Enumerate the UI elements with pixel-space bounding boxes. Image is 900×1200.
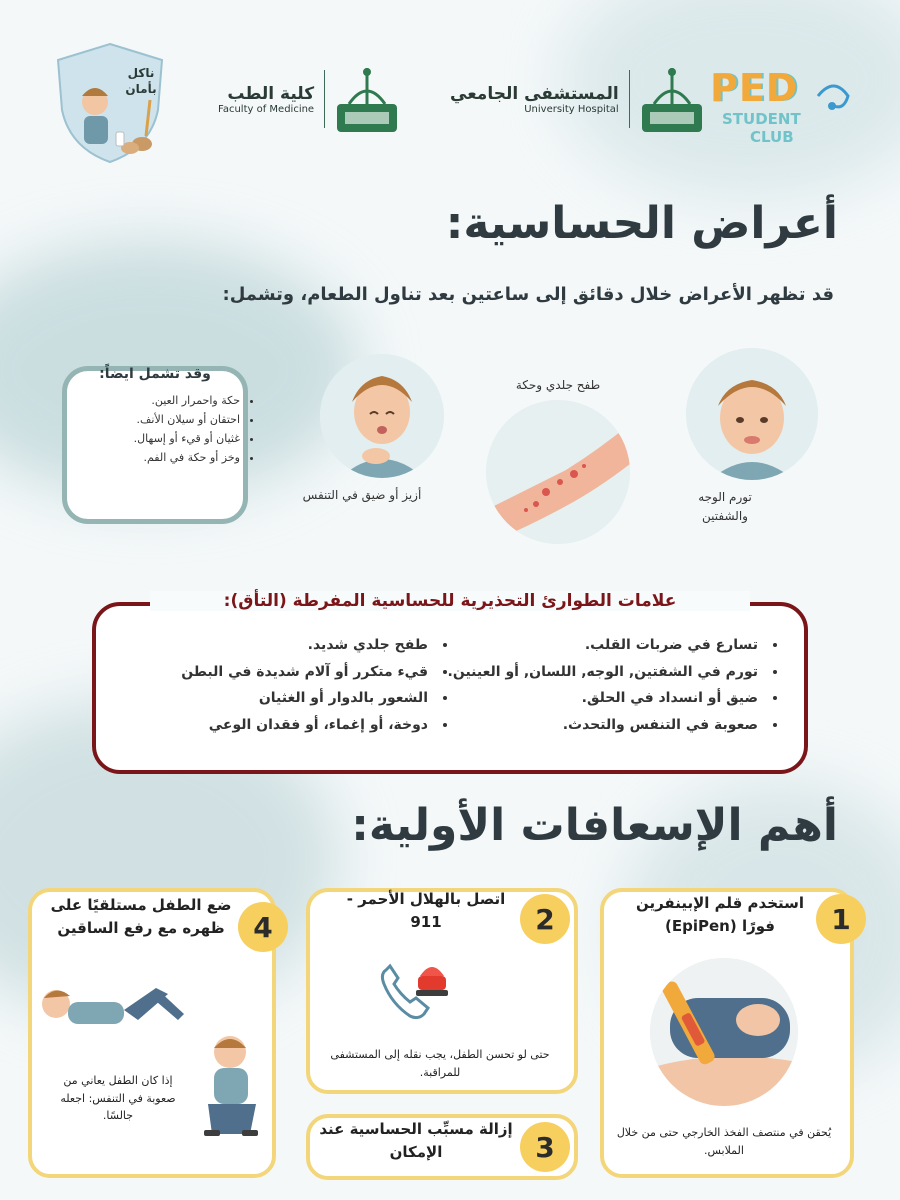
additional-symptoms-list (74, 392, 254, 468)
ped-text: PED (710, 66, 799, 110)
additional-symptoms-title: وقد تشمل ايضاً: (99, 366, 211, 382)
step-title-4: ضع الطفل مستلقيًا على ظهره مع رفع الساقين (50, 896, 232, 937)
emergency-signs-right (432, 632, 782, 738)
divider (629, 70, 630, 128)
step-number-4: 4 (238, 902, 288, 952)
step-number-3: 3 (520, 1122, 570, 1172)
club-text: CLUB (750, 128, 794, 146)
epipen-image (650, 958, 798, 1106)
first-aid-title: أهم الإسعافات الأولية: (351, 800, 838, 851)
list-item: • صعوبة في التنفس والتحدث. (432, 712, 762, 739)
ped-club-logo (706, 66, 856, 156)
faculty-name-ar: كلية الطب (227, 83, 315, 104)
child-sitting-image (198, 1030, 268, 1140)
symptoms-title: أعراض الحساسية: (445, 198, 838, 249)
shield-badge (50, 40, 170, 166)
hospital-name-ar: المستشفى الجامعي (450, 83, 619, 104)
student-text: STUDENT (722, 110, 801, 128)
step-note-2: حتى لو تحسن الطفل، يجب نقله إلى المستشفى للمراقبة. (330, 1048, 550, 1079)
symptoms-intro: قد تظهر الأعراض خلال دقائق إلى ساعتين بعد تناول الطعام، وتشمل: (222, 284, 834, 305)
emergency-signs-title: علامات الطوارئ التحذيرية للحساسية المفرطة (التأق): (150, 591, 750, 611)
wheezing-child-image (320, 354, 444, 478)
rash-label: طفح جلدي وحكة (515, 378, 601, 392)
hospital-logo (450, 64, 704, 134)
phone-siren-icon (376, 956, 456, 1026)
list-item: • دوخة، أو إغماء، أو فقدان الوعي (112, 712, 432, 739)
university-seal-icon (640, 64, 704, 134)
university-seal-icon (335, 64, 399, 134)
list-item: • غثيان أو قيء أو إسهال. (74, 430, 240, 447)
list-item: • احتقان أو سيلان الأنف. (74, 411, 240, 428)
wheezing-label: أزيز أو ضيق في التنفس (302, 488, 422, 502)
list-item: • الشعور بالدوار أو الغثيان (112, 685, 432, 712)
step-title-2: اتصل بالهلال الأحمر - 911 (346, 890, 506, 931)
list-item: • ضيق أو انسداد في الحلق. (432, 685, 762, 712)
hospital-name-en: University Hospital (524, 103, 619, 115)
list-item: • طفح جلدي شديد. (112, 632, 432, 659)
emergency-signs-left (112, 632, 452, 738)
face-swelling-image (686, 348, 818, 480)
step-title-1: استخدم قلم الإبينفرين فورًا (EpiPen) (635, 894, 805, 935)
child-lying-image (38, 980, 188, 1042)
list-item: • حكة واحمرار العين. (74, 392, 240, 409)
faculty-name-en: Faculty of Medicine (218, 103, 315, 115)
list-item: • تسارع في ضربات القلب. (432, 632, 762, 659)
step-note-1: يُحقن في منتصف الفخذ الخارجي حتى من خلال الملابس. (616, 1126, 832, 1157)
step-number-2: 2 (520, 894, 570, 944)
step-number-1: 1 (816, 894, 866, 944)
step-note-4: إذا كان الطفل يعاني من صعوبة في التنفس: اجعله جالسًا. (60, 1074, 176, 1123)
list-item: • وخز أو حكة في الفم. (74, 449, 240, 466)
step-title-3: إزالة مسبِّب الحساسية عند الإمكان (319, 1120, 513, 1161)
stethoscope-icon (814, 76, 854, 116)
divider (324, 70, 325, 128)
list-item: • قيء متكرر أو آلام شديدة في البطن (112, 659, 432, 686)
shield-text: ناكل بأمان (125, 66, 157, 96)
skin-rash-image (486, 400, 630, 544)
list-item: • تورم في الشفتين, الوجه, اللسان, أو العينين. (432, 659, 762, 686)
face-swelling-label: تورم الوجه والشفتين (698, 490, 752, 523)
faculty-logo (218, 64, 399, 134)
